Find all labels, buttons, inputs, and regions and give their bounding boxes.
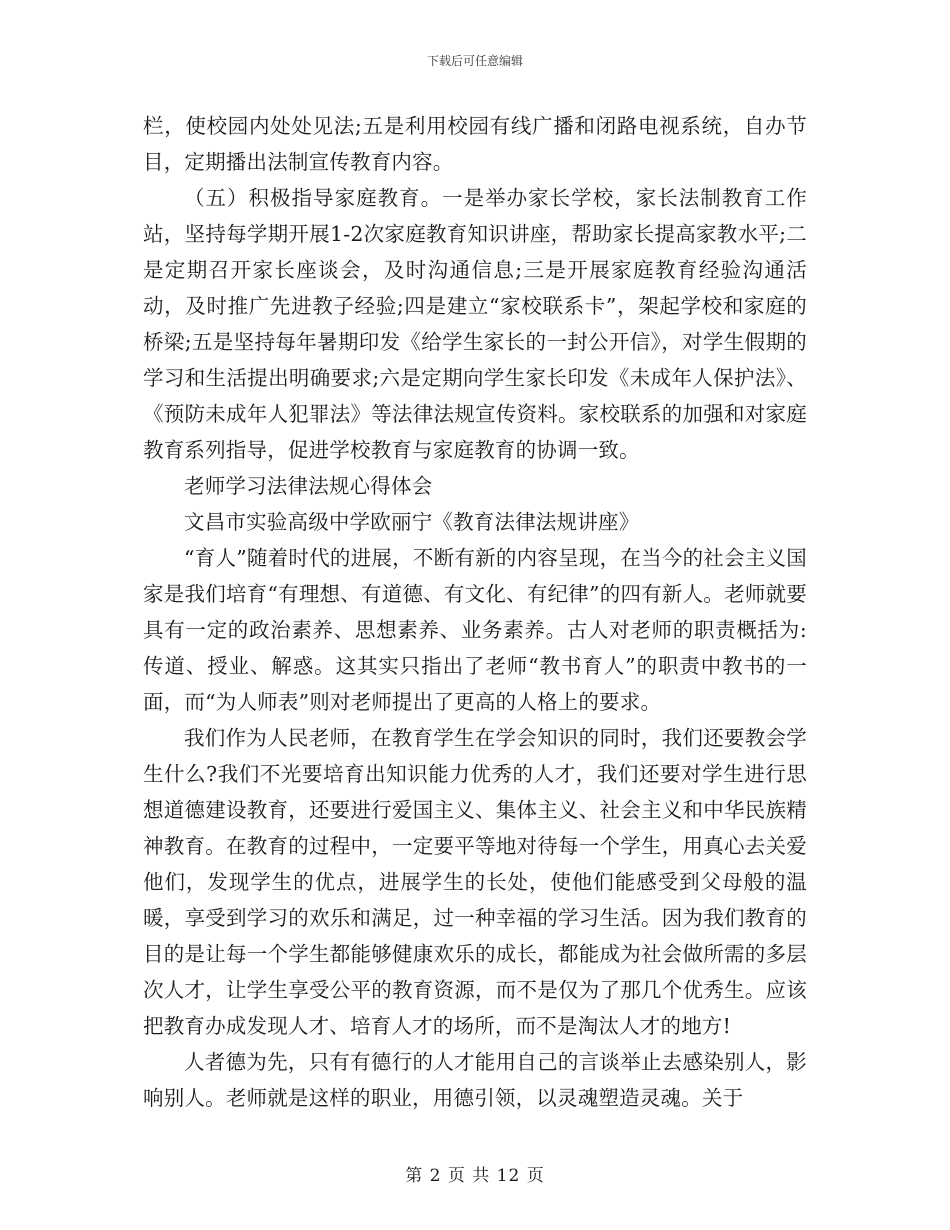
page-header: 下载后可任意编辑: [426, 54, 523, 68]
document-body: [143, 108, 807, 1116]
section-author-line: 文昌市实验高级中学欧丽宁《教育法律法规讲座》: [184, 510, 640, 534]
paragraph-teachers-role: 我们作为人民老师，在教育学生在学会知识的同时，我们还要教会学生什么?我们不光要培育出知识能力优秀的人才，我们还要对学生进行思想道德建设教育，还要进行爱国主义、集体主义、社会主义和中华民族精神教育。在教育的过程中，一定要平等地对待每一个学生，用真心去关爱他们，发现学生的优点，进展学生的长处，使他们能感受到父母般的温暖，享受到学习的欢乐和满足，过一种幸福的学习生活。因为我们教育的目的是让每一个学生都能够健康欢乐的成长，都能成为社会做所需的多层次人才，让学生享受公平的教育资源，而不是仅为了那几个优秀生。应该把教育办成发现人才、培育人才的场所，而不是淘汰人才的地方!: [143, 726, 807, 1038]
paragraph-virtue-first: 人者德为先，只有有德行的人才能用自己的言谈举止去感染别人，影响别人。老师就是这样的职业，用德引领，以灵魂塑造灵魂。关于: [143, 1050, 807, 1110]
paragraph-continuation: 栏，使校园内处处见法;五是利用校园有线广播和闭路电视系统，自办节目，定期播出法制宣传教育内容。: [143, 114, 807, 174]
section-title: 老师学习法律法规心得体会: [184, 474, 433, 498]
paragraph-family-education: （五）积极指导家庭教育。一是举办家长学校，家长法制教育工作站，坚持每学期开展1-2次家庭教育知识讲座，帮助家长提高家教水平;二是定期召开家长座谈会，及时沟通信息;三是开展家庭教育经验沟通活动，及时推广先进教子经验;四是建立“家校联系卡”，架起学校和家庭的桥梁;五是坚持每年暑期印发《给学生家长的一封公开信》，对学生假期的学习和生活提出明确要求;六是定期向学生家长印发《未成年人保护法》、《预防未成年人犯罪法》等法律法规宣传资料。家校联系的加强和对家庭教育系列指导，促进学校教育与家庭教育的协调一致。: [143, 186, 807, 462]
page-number-footer: 第 2 页 共 12 页: [405, 1166, 545, 1186]
paragraph-educating-people: “育人”随着时代的进展，不断有新的内容呈现，在当今的社会主义国家是我们培育“有理想、有道德、有文化、有纪律”的四有新人。老师就要具有一定的政治素养、思想素养、业务素养。古人对老师的职责概括为:传道、授业、解惑。这其实只指出了老师“教书育人”的职责中教书的一面，而“为人师表”则对老师提出了更高的人格上的要求。: [143, 546, 807, 714]
